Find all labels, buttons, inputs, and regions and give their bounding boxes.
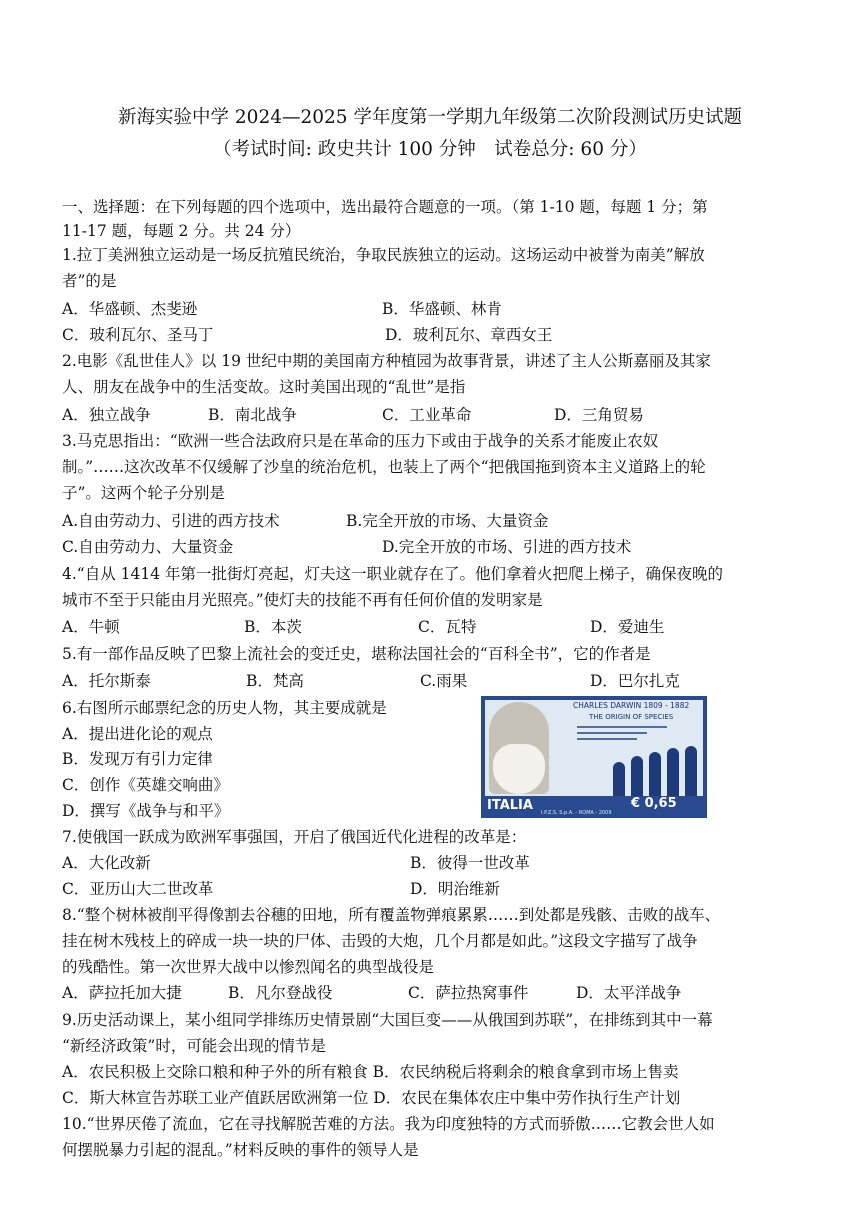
question-7-option-c: C．亚历山大二世改革 (62, 880, 214, 898)
question-5-option-d: D．巴尔扎克 (590, 672, 680, 690)
question-5-option-c: C.雨果 (420, 672, 468, 690)
question-9-stem: 9.历史活动课上，某小组同学排练历史情景剧“大国巨变——从俄国到苏联”，在排练到其中一幕 (62, 1011, 713, 1029)
question-1-option-c: C．玻利瓦尔、圣马丁 (62, 326, 214, 344)
question-3-stem: 3.马克思指出：“欧洲一些合法政府只是在革命的压力下或由于战争的关系才能废止农奴 (62, 432, 659, 450)
stamp-country: ITALIA (487, 798, 533, 813)
question-9-stem: “新经济政策”时，可能会出现的情节是 (62, 1037, 326, 1055)
question-7-option-a: A．大化改新 (62, 854, 151, 872)
stamp-header: CHARLES DARWIN 1809 - 1882 (573, 701, 690, 710)
question-6-option-c: C．创作《英雄交响曲》 (62, 776, 229, 794)
question-5-option-b: B．梵高 (246, 672, 304, 690)
question-7-stem: 7.使俄国一跃成为欧洲军事强国，开启了俄国近代化进程的改革是： (62, 828, 527, 846)
darwin-stamp-image (481, 696, 707, 818)
question-8-stem: 的残酷性。第一次世界大战中以惨烈闻名的典型战役是 (62, 958, 435, 976)
question-2-option-d: D．三角贸易 (554, 406, 644, 424)
question-2-option-b: B．南北战争 (208, 406, 297, 424)
question-10-stem: 10.“世界厌倦了流血，它在寻找解脱苦难的方法。我为印度独特的方式而骄傲……它教会世人如 (62, 1115, 715, 1133)
question-10-stem: 何摆脱暴力引起的混乱。”材料反映的事件的领导人是 (62, 1141, 419, 1159)
question-8-option-a: A．萨拉托加大捷 (62, 984, 182, 1002)
question-3-option-d: D.完全开放的市场、引进的西方技术 (382, 538, 632, 556)
question-3-stem: 子”。这两个轮子分别是 (62, 484, 225, 502)
section-instruction: 一、选择题：在下列每题的四个选项中，选出最符合题意的一项。（第 1-10 题，每题 1 分；第 (62, 198, 708, 216)
question-8-stem: 挂在树木残枝上的碎成一块一块的尸体、击毁的大炮，几个月都是如此。”这段文字描写了战争 (62, 932, 698, 950)
section-instruction: 11-17 题，每题 2 分。共 24 分） (62, 222, 301, 240)
stamp-subheader: THE ORIGIN OF SPECIES (589, 713, 674, 721)
darwin-beard (493, 744, 545, 794)
evolution-figure (613, 762, 625, 796)
question-3-option-b: B.完全开放的市场、大量资金 (346, 512, 549, 530)
question-1-option-b: B．华盛顿、林肯 (382, 300, 502, 318)
question-3-option-a: A.自由劳动力、引进的西方技术 (62, 512, 280, 530)
evolution-figure (631, 756, 643, 796)
question-1-stem: 者”的是 (62, 272, 117, 290)
stamp-fine-print (577, 732, 647, 734)
question-6-option-b: B．发现万有引力定律 (62, 750, 213, 768)
question-8-stem: 8.“整个树林被削平得像割去谷穗的田地，所有覆盖物弹痕累累……到处都是残骸、击败的战车、 (62, 906, 721, 924)
question-4-option-a: A．牛顿 (62, 618, 120, 636)
evolution-figure (649, 752, 661, 796)
exam-subtitle: （考试时间: 政史共计 100 分钟 试卷总分: 60 分） (213, 139, 647, 160)
question-2-option-c: C．工业革命 (382, 406, 472, 424)
evolution-figure (667, 748, 679, 796)
question-4-option-d: D．爱迪生 (590, 618, 665, 636)
question-5-option-a: A．托尔斯泰 (62, 672, 151, 690)
question-9-options-cd: C．斯大林宣告苏联工业产值跃居欧洲第一位 D．农民在集体农庄中集中劳作执行生产计划 (62, 1089, 681, 1107)
question-2-stem: 人、朋友在战争中的生活变故。这时美国出现的“乱世”是指 (62, 378, 466, 396)
question-6-option-a: A．提出进化论的观点 (62, 725, 213, 743)
exam-title: 新海实验中学 2024—2025 学年度第一学期九年级第二次阶段测试历史试题 (118, 107, 742, 128)
question-3-option-c: C.自由劳动力、大量资金 (62, 538, 234, 556)
question-8-option-c: C．萨拉热窝事件 (408, 984, 529, 1002)
question-4-stem: 4.“自从 1414 年第一批街灯亮起，灯夫这一职业就存在了。他们拿着火把爬上梯子，确保夜晚的 (62, 565, 724, 583)
question-8-option-d: D．太平洋战争 (576, 984, 682, 1002)
question-9-options-ab: A．农民积极上交除口粮和种子外的所有粮食 B．农民纳税后将剩余的粮食拿到市场上售卖 (62, 1063, 679, 1081)
question-1-option-a: A．华盛顿、杰斐逊 (62, 300, 198, 318)
question-6-option-d: D．撰写《战争与和平》 (62, 802, 230, 820)
question-5-stem: 5.有一部作品反映了巴黎上流社会的变迁史，堪称法国社会的“百科全书”，它的作者是 (62, 645, 651, 663)
stamp-fine-print (577, 738, 637, 740)
question-4-stem: 城市不至于只能由月光照亮。”使灯夫的技能不再有任何价值的发明家是 (62, 591, 543, 609)
question-1-option-d: D．玻利瓦尔、章西女王 (385, 326, 553, 344)
question-7-option-b: B．彼得一世改革 (410, 854, 530, 872)
question-8-option-b: B．凡尔登战役 (228, 984, 333, 1002)
question-6-stem: 6.右图所示邮票纪念的历史人物，其主要成就是 (62, 699, 387, 717)
question-2-option-a: A．独立战争 (62, 406, 151, 424)
question-7-option-d: D．明治维新 (410, 880, 500, 898)
stamp-footer: I.P.Z.S. S.p.A. - ROMA - 2009 (541, 810, 612, 816)
stamp-fine-print (577, 726, 667, 728)
evolution-figure (685, 746, 697, 796)
question-3-stem: 制。”……这次改革不仅缓解了沙皇的统治危机，也装上了两个“把俄国拖到资本主义道路上的轮 (62, 458, 706, 476)
stamp-value: € 0,65 (631, 796, 677, 811)
question-2-stem: 2.电影《乱世佳人》以 19 世纪中期的美国南方种植园为故事背景，讲述了主人公斯嘉丽及其家 (62, 352, 711, 370)
question-4-option-b: B．本茨 (244, 618, 302, 636)
question-1-stem: 1.拉丁美洲独立运动是一场反抗殖民统治，争取民族独立的运动。这场运动中被誉为南美”解放 (62, 246, 705, 264)
question-4-option-c: C．瓦特 (418, 618, 477, 636)
